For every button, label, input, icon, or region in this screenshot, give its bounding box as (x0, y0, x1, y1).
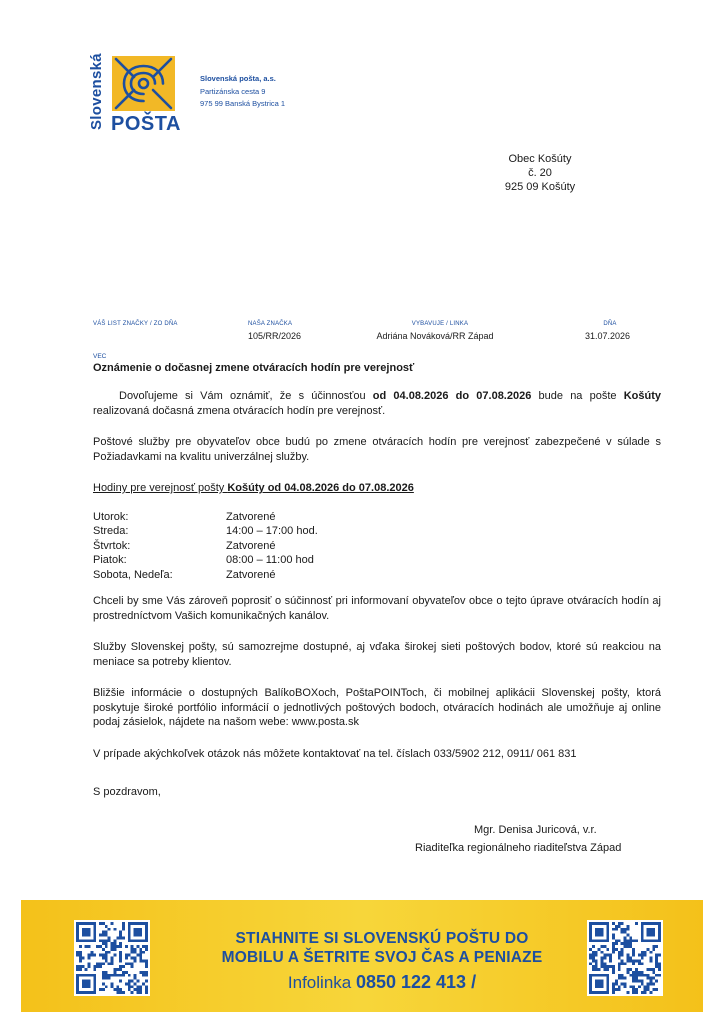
posta-horn-logo-icon (112, 56, 175, 111)
hours-table (93, 510, 661, 583)
hours-day: Streda: (93, 525, 129, 537)
hours-day: Sobota, Nedeľa: (93, 568, 173, 581)
banner-infolinka (182, 972, 582, 993)
hours-value: 08:00 – 11:00 hod (226, 554, 314, 566)
hours-row (93, 510, 661, 525)
para1-dates: od 04.08.2026 do 07.08.2026 (372, 390, 532, 402)
sender-street: Partizánska cesta 9 (200, 86, 266, 96)
sender-city: 975 99 Banská Bystrica 1 (200, 99, 286, 108)
paragraph-services: Poštové služby pre obyvateľov obce budú po zmene otváracích hodín pre verejnosť zabezpečené v súlade s Požiadavkami na kvalitu univerzálnej služby. (93, 436, 661, 463)
signature-name: Mgr. Denisa Juricová, v.r. (474, 824, 597, 836)
hours-day: Piatok: (93, 554, 127, 566)
recipient-line1: Obec Košúty (508, 153, 572, 165)
signature-title: Riaditeľka regionálneho riaditeľstva Západ (415, 842, 622, 854)
qr-code-right-icon[interactable] (587, 920, 663, 996)
hours-heading-text: Hodiny pre verejnosť pošty (93, 482, 228, 494)
hours-value: Zatvorené (226, 510, 276, 523)
closing: S pozdravom, (93, 786, 161, 798)
subject-line: Oznámenie o dočasnej zmene otváracích hodín pre verejnosť (93, 362, 415, 374)
hours-row (93, 524, 661, 539)
paragraph-intro (93, 389, 661, 418)
hours-value: 14:00 – 17:00 hod. (226, 525, 318, 537)
hours-value: Zatvorené (226, 568, 276, 581)
recipient-line3: 925 09 Košúty (504, 181, 576, 193)
recipient-address (480, 152, 600, 194)
hours-row (93, 539, 661, 554)
para1-post-office: Košúty (623, 390, 662, 402)
logo-word: POŠTA (111, 113, 181, 135)
hours-day: Utorok: (93, 510, 129, 523)
recipient-line2: č. 20 (528, 167, 552, 179)
banner-line2: MOBILU A ŠETRITE SVOJ ČAS A PENIAZE (221, 949, 543, 966)
sender-address (200, 73, 285, 111)
paragraph-cooperation: Chceli by sme Vás zároveň poprosiť o súčinnosť pri informovaní obyvateľov obce o tejto úprave otváracích hodín aj prostredníctvom Vašich komunikačných kanálov. (93, 595, 661, 622)
your-ref-label: VÁŠ LIST ZNAČKY / ZO DŇA (93, 321, 178, 327)
our-ref-value: 105/RR/2026 (248, 331, 302, 341)
hours-heading (93, 481, 661, 496)
vec-label: VEC (93, 353, 107, 360)
paragraph-more-info: Bližšie informácie o dostupných BalíkoBOXoch, PoštaPOINToch, či mobilnej aplikácii Slovenskej pošty, ktorá poskytuje široké portfólio informácií o jednotlivých poštových bodoch, otváracích hodinách ale umožňuje aj online podaj zásielok, nájdete na našom webe: www.posta.sk (93, 687, 661, 728)
para1-text-a: Dovoľujeme si Vám oznámiť, že s účinnosťou (119, 390, 373, 402)
paragraph-network: Služby Slovenskej pošty, sú samozrejme dostupné, aj vďaka širokej sieti poštových bodov, ktoré sú reakciou na meniace sa potreby klientov. (93, 641, 661, 668)
hours-value: Zatvorené (226, 539, 276, 552)
our-ref-label: NAŠA ZNAČKA (248, 321, 293, 327)
logo-vertical-text: Slovenská (88, 53, 105, 131)
handled-label: VYBAVUJE / LINKA (411, 321, 469, 327)
letter-body (93, 389, 661, 800)
hours-row (93, 553, 661, 568)
para1-text-e: realizovaná dočasná zmena otváracích hodín pre verejnosť. (93, 404, 386, 417)
infolinka-number: 0850 122 413 / (355, 972, 477, 992)
date-label: DŇA (603, 321, 617, 327)
hours-day: Štvrtok: (93, 539, 131, 552)
hours-heading-bold: Košúty od 04.08.2026 do 07.08.2026 (227, 482, 414, 494)
paragraph-contact: V prípade akýchkoľvek otázok nás môžete kontaktovať na tel. číslach 033/5902 212, 0911/ 061 831 (93, 747, 577, 760)
qr-code-left-icon[interactable] (74, 920, 150, 996)
banner-line1: STIAHNITE SI SLOVENSKÚ POŠTU DO (235, 930, 529, 947)
date-value: 31.07.2026 (584, 331, 630, 341)
para1-text-c: bude na pošte (531, 390, 624, 402)
promo-banner (21, 900, 703, 1012)
handled-value: Adriána Nováková/RR Západ (376, 331, 494, 341)
sender-name: Slovenská pošta, a.s. (200, 74, 276, 83)
infolinka-label: Infolinka (287, 973, 356, 992)
hours-row (93, 568, 661, 583)
